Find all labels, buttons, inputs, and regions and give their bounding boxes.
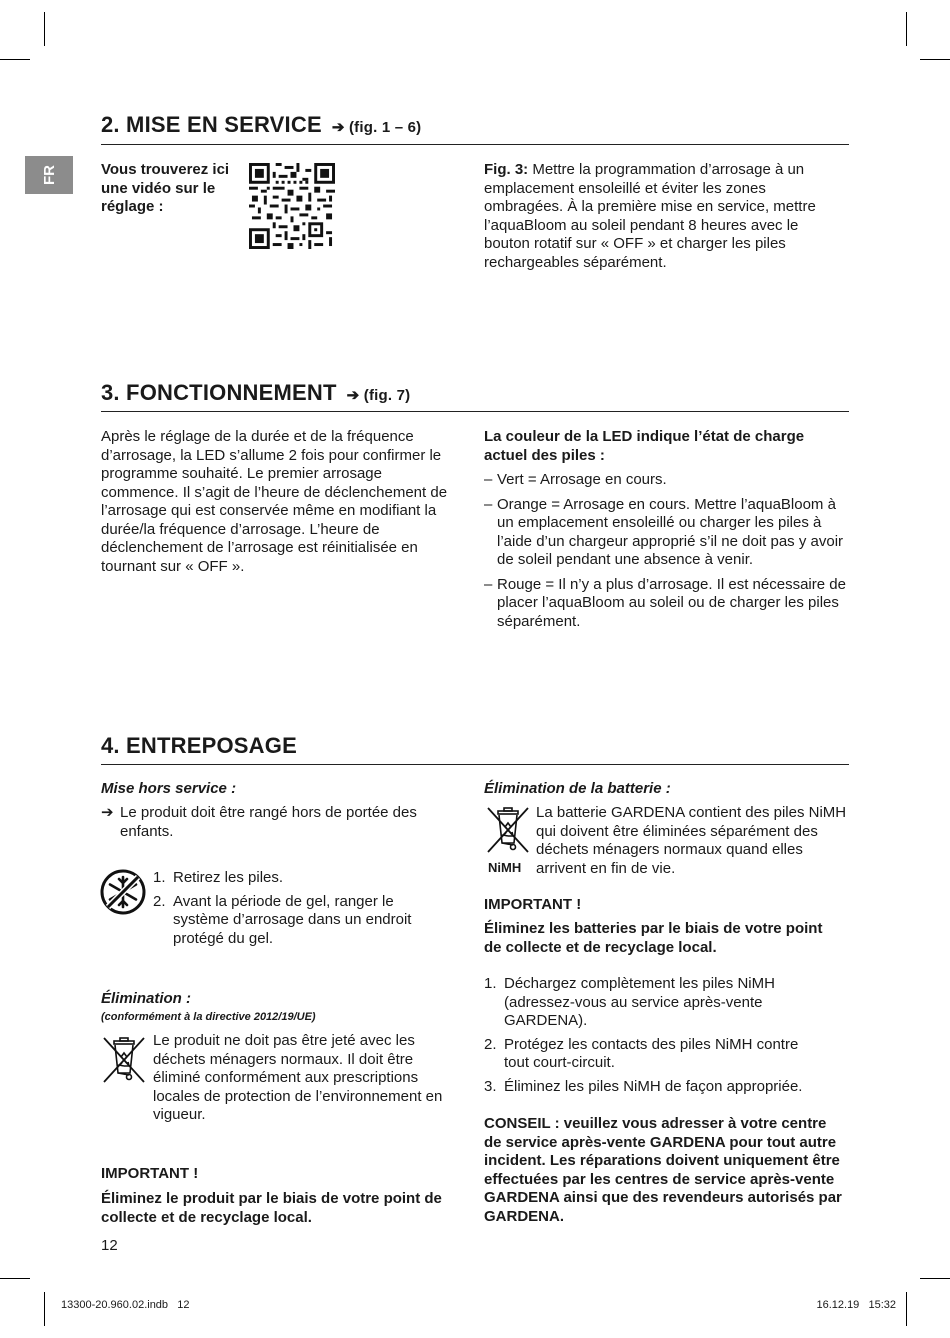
list-item-text: Vert = Arrosage en cours. [497,471,667,488]
list-item: 2. Protégez les contacts des piles NiMH contre tout court-circuit. [484,1035,799,1071]
crop-mark [906,1292,907,1326]
qr-code-icon[interactable] [249,163,335,249]
heading-text: 3. FONCTIONNEMENT [101,380,337,405]
footer-datetime: 16.12.19 15:32 [816,1299,896,1311]
figure-reference-text: (fig. 1 – 6) [348,119,422,136]
section-rule [101,764,849,765]
crop-mark [906,12,907,46]
important-title: IMPORTANT ! [484,896,582,913]
heading-text: 4. ENTREPOSAGE [101,733,297,758]
section-rule [101,144,849,145]
operation-paragraph: Après le réglage de la durée et de la fréquence d’arrosage, la LED s’allume 2 fois pour confirmer le programme souhaité. Le premier arrosage commence. Il s’agit de l’heure de déclenchement de l’arrosage qui est conservée même en modifiant la durée/la fréquence d’arrosage. L’heure de déclenchement de l’arrosage est réinitialisée en tournant sur « OFF ». [101,428,448,575]
battery-elimination-title: Élimination de la batterie : [484,780,671,797]
list-item-text: Avant la période de gel, ranger le système d’arrosage dans un endroit protégé du gel. [173,892,412,947]
important-text: Éliminez les batteries par le biais de votre point de collecte et de recyclage local. [484,920,823,956]
list-item-text: Retirez les piles. [173,869,284,886]
frost-warning-icon [99,868,147,916]
heading-text: 2. MISE EN SERVICE [101,112,322,137]
conseil-text: CONSEIL : veuillez vous adresser à votre centre de service après-vente GARDENA pour tout autre incident. Les réparations doivent uniquement être effectuées par les centres de service après-vente GARDENA ainsi que des revendeurs autorisés par GARDENA. [484,1115,842,1225]
fig3-text: Mettre la programmation d’arrosage à un emplacement ensoleillé et éviter les zones ombragées. À la première mise en service, mettre l’aquaBloom au soleil pendant 8 heures avec le bouton rotatif sur « OFF » et charger les piles rechargeables séparément. [484,161,816,271]
important-text: Éliminez le produit par le biais de votre point de collecte et de recyclage local. [101,1190,442,1226]
arrow-right-icon: ➔ [331,119,349,136]
crop-mark [44,12,45,46]
section-heading-entreposage [101,733,297,759]
list-item-text: Déchargez complètement les piles NiMH (adressez-vous au service après-vente GARDENA). [504,975,775,1029]
footer-file-info: 13300-20.960.02.indb 12 [61,1299,190,1311]
crop-mark [0,59,30,60]
language-tab [25,156,73,194]
figure-reference [332,119,422,136]
list-item: 2. Avant la période de gel, ranger le système d’arrosage dans un endroit protégé du gel. [153,892,412,947]
list-item [101,804,451,841]
fig3-label: Fig. 3: [484,161,529,178]
fig3-paragraph [484,161,834,272]
nimh-label: NiMH [488,860,522,875]
mise-hors-service-title: Mise hors service : [101,780,237,797]
led-list [484,471,849,631]
list-item: 1. Déchargez complètement les piles NiMH (adressez-vous au service après-vente GARDENA). [484,975,775,1029]
battery-steps [484,975,824,1101]
mise-hors-list [101,804,451,841]
list-item-text: Protégez les contacts des piles NiMH contre tout court-circuit. [504,1035,799,1071]
list-item: 3. Éliminez les piles NiMH de façon appropriée. [484,1077,803,1095]
elimination-text: Le produit ne doit pas être jeté avec les déchets ménagers normaux. Il doit être éliminé conformément aux prescriptions locales de protection de l’environnement en vigueur. [153,1032,443,1123]
list-item-text: Éliminez les piles NiMH de façon appropriée. [504,1077,803,1095]
section-rule [101,411,849,412]
crossed-bin-icon [485,805,531,855]
frost-steps [153,869,453,953]
led-title: La couleur de la LED indique l’état de charge actuel des piles : [484,428,805,464]
elimination-subtitle: (conformément à la directive 2012/19/UE) [101,1011,316,1023]
list-item: – Rouge = Il n’y a plus d’arrosage. Il est nécessaire de placer l’aquaBloom au soleil ou de charger les piles séparément. [484,575,846,630]
section-heading-fonctionnement [101,380,410,406]
crop-mark [44,1292,45,1326]
crop-mark [920,1278,950,1279]
elimination-title: Élimination : [101,990,191,1007]
battery-text: La batterie GARDENA contient des piles NiMH qui doivent être éliminées séparément des déchets ménagers normaux quand elles arrivent en fin de vie. [536,804,847,877]
crop-mark [920,59,950,60]
list-item-text: Rouge = Il n’y a plus d’arrosage. Il est nécessaire de placer l’aquaBloom au soleil ou de charger les piles séparément. [497,575,846,630]
arrow-right-icon: ➔ [101,804,114,821]
list-item-text: Le produit doit être rangé hors de portée des enfants. [120,804,417,840]
arrow-right-icon: ➔ [346,387,364,404]
list-item-text: Orange = Arrosage en cours. Mettre l’aquaBloom à un emplacement ensoleillé ou charger les piles à l’aide d’un chargeur approprié s’il ne doit pas y avoir de soleil pendant une absence à venir. [497,495,844,568]
list-item: – Vert = Arrosage en cours. [484,471,667,488]
figure-reference-text: (fig. 7) [363,387,411,404]
list-item: – Orange = Arrosage en cours. Mettre l’aquaBloom à un emplacement ensoleillé ou charger les piles à l’aide d’un chargeur approprié s’il ne doit pas y avoir de soleil pendant une absence à venir. [484,495,844,568]
list-item: 1. Retirez les piles. [153,869,284,886]
video-label: Vous trouverez ici une vidéo sur le réglage : [101,161,230,215]
section-heading-mise-en-service [101,112,421,138]
crossed-bin-icon [101,1035,147,1085]
important-title: IMPORTANT ! [101,1165,199,1182]
figure-reference [347,387,411,404]
led-info [484,428,849,637]
language-tab-label: FR [40,165,58,185]
page-number: 12 [101,1237,118,1254]
crop-mark [0,1278,30,1279]
